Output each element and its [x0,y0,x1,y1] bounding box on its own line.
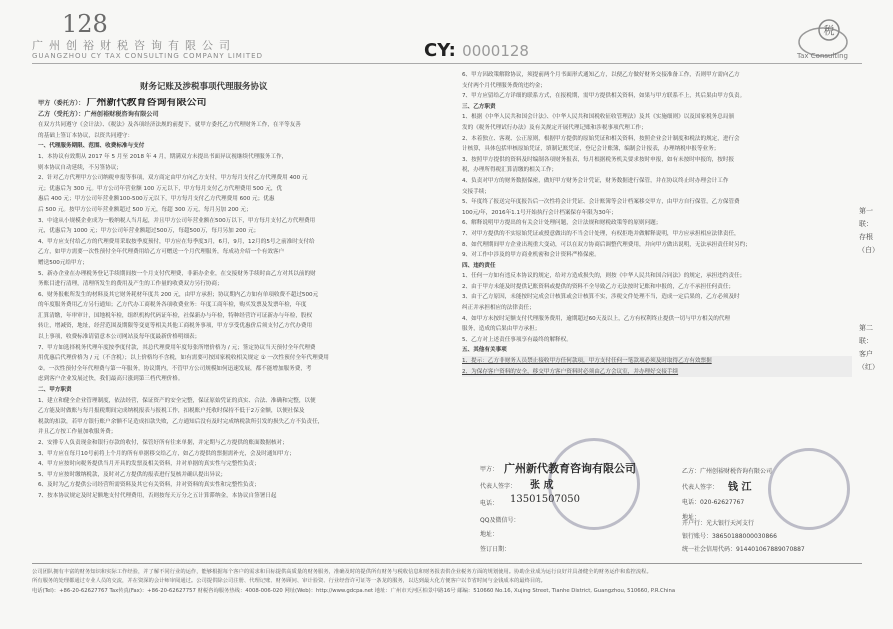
clause-line: 8、如代理期间甲方企业出现重大变动，可以在双方协商后调整代理费用，并向甲方做出说明，无法承担责任时另约； [462,241,751,248]
clause-line: 乙方，如甲方需要一次性预付全年代理费用给乙方可赠送一个月代理服务，每成功介绍一个有效客户 [38,249,285,256]
clause-line: 后 500 元。按甲方公司年营业额超过 500 万元，每超 300 万元，每月另加 200 元； [38,206,252,213]
clause-line: 5、新办企业在办理税务登记手续期间按一个月支付代理费，非新办企业，在交接财务手续时由乙方对其以前的财 [38,270,316,277]
clause-line: 5、甲方应按时缴纳税款，及时对乙方提供的报表进行复核并确认提出异议； [38,471,227,478]
clause-line: 税款的扣款，若甲方银行账户余额不足造成扣款失败，乙方通知后没有及时完成纳税款所引发的损失乙方不负责任， [38,418,324,425]
clause-line: 2、针对乙方代理甲方公司纳税申报等事项，双方商定由甲方向乙方支付，甲方每月支付乙方代理费用 400 元 [38,175,308,182]
clause-line: 的年度服务费用乙方另行通知；乙方代办工商税务各项收费业务：年度工商年检，购买发票及发票年检，年度 [38,302,307,309]
side-label-lower: 第二联：客户（红） [858,324,879,371]
party-a-label: 甲方（委托方）： [38,100,85,107]
section-4-heading: 四、违约责任 [462,262,496,269]
phone-a-label: 电话： [480,500,499,507]
clause-line: 赠送500元给甲方； [38,259,88,266]
clause-line: 税，办理所得税汇算清缴的相关工作； [462,167,558,174]
clause-line: 3、由于乙方原因，未能按时完成会计核算或会计核算不实，涉税文件处理不当，造成一定后果的，乙方必须及时 [462,294,740,301]
clause-line: 1、本协议有效期从 2017 年 5 月至 2018 年 4 月，期满双方未提出书面异议视继续代理服务工作， [38,153,288,160]
clause-line: 100元/年，2016年1.1号开始执行会计档案保存年限为30年； [462,209,617,216]
logo-caption: Tax Consulting [797,52,848,60]
clause-line: 6、财务报帐所发生的材料及其它财务耗材年度共 200 元，由甲方承担；协议期内乙方如有单项收费不超过500元 [38,291,319,298]
clause-line: 务账目进行清理，清理所发生的费用及产生的工作量的收费双方另行协商； [38,281,223,288]
clause-line: 4、甲方应支付给乙方的代理费用采取按季度预付，甲方应在每季度3月，6月，9月，12月的5号之前准时支付给 [38,238,315,245]
bank-label: 开户行：光大银行天河支行 [682,520,755,527]
footer-divider [32,563,862,564]
clause-line: 4、负责对甲方的财务数据保密，做好甲方财务会计凭证，财务数据进行保管，并在协议终止时办理会计工作 [462,177,729,184]
clause-line: 服务，造成的后果由甲方承担； [462,326,541,333]
rep-a-signature: 张 成 [530,480,554,491]
section-2-heading: 二、甲方职责 [38,387,72,394]
party-a-name: 广州新代教育咨询有限公司 [86,98,207,108]
clause-line: 惠后 400 元；甲方公司年营业额100-500万元以下，甲方每月支付乙方代理费用 600 元；优惠 [38,196,275,203]
left-column [38,98,448,502]
rep-a-label: 代表人签字： [480,483,517,490]
clause-line: 7、对甲方提供的不实原始凭证或授意做出的不当会计处理，有权拒绝并做解释说明，甲方应承担相应法律责任， [462,230,740,237]
clause-line: 7、按本协议规定及时足额地支付代理费用，否则按每天万分之五计算滞纳金，本协议自签署日起 [38,492,277,499]
clause-line: 并且乙方按工作量加收服务费； [38,429,117,436]
clause-line: 1、根据《中华人民共和国会计法》、《中华人民共和国税收征收管理法》及其《实施细则》以及国家税务总局颁 [462,114,735,121]
section-1-heading: 一、代理服务期限、范围、收费标准与支付 [38,143,145,150]
account-label: 银行账号：38650188000030866 [682,533,777,540]
clause-line: 汇算清缴，年审审计，国地税年检，组织机构代码证年检，社保新办与年检，特种经营许可证新办与年检，股权 [38,312,313,319]
address-a-label: 地址： [480,531,499,538]
clause-line: 发的《税务代理试行办法》及有关规定开展代理记账和涉税事项代理工作； [462,124,647,131]
party-a-stamp-icon [548,438,640,530]
clause-line: 用优惠后代理价格为 / 元（不含税）；以上价格均不含税，如有需要可按国家税收相关规定 ① 一次性预付全年代理费用 [38,355,329,362]
clause-line: 乙方能及时做账与每月报税期间完成纳税报表与报税工作，扣税账户托收时保持不低于2万金额，以便社保及 [38,408,305,415]
clause-line: 6、解释说明甲方提出的有关会计处理问题，会计法规和财税政策等的原则问题； [462,220,662,227]
rep-b-label: 代表人签字： [682,484,719,491]
notice-line: 2、为保存客户资料的安全，移交甲方客户资料时必须由乙方会议室，并办理好交接手续 [462,367,852,378]
rep-b-signature: 钱 江 [728,482,752,493]
clause-line: 元，优惠后为 1000 元；甲方公司年营业额超过500万，每超500万，每月另加 200 元； [38,228,260,235]
clause-line: 转让，增减资，地址，经营范围及期限等变更等相关其他工商税务事项，甲方享受优惠价后须支付乙方代办费用 [38,323,313,330]
party-b-line: 乙方（受托方）：广州创裕财税咨询有限公司 [38,110,159,118]
footer-line-3: 电话(Tel)：+86-20-62627767 Tax传真(Fax)：+86-20-62627757 财税咨询服务热线：4008-006-020 网址(Web)：http://www.gdcpa.net 地址：广州市天河区柏景中路16号 邮编：510660 No.16, Xujing Street, Tianhe District, Guangzhou, 510660, P.R.China [32,588,676,594]
side-label-upper: 第一联：存根（白） [858,207,879,254]
phone-b-label: 电话：020-62627767 [682,499,745,506]
clause-line: 支付两个月代理服务费的违约金； [462,82,546,89]
clause-line: 6、甲方因政策解除协议，须提前两个月书面形式通知乙方，以便乙方做好财务交接准备工作，否则甲方需向乙方 [462,72,740,78]
clause-line: 纠正并承担相应的法律责任； [462,305,535,312]
clause-line: 7、甲方如选择税务代理年度按季度付款，其总代理费用年度每张所增价格为 / 元；签定协议当天预付全年代理费 [38,344,316,351]
party-a-line [38,98,448,110]
credit-code-label: 统一社会信用代码：914401067889070887 [682,546,805,553]
intro-line-1: 在双方共同遵守《会计法》、《税法》及各项经济法规的前提下，就甲方委托乙方代理财务工作，在平等友善 [38,122,301,129]
firm-name-en: GUANGZHOU CY TAX CONSULTING COMPANY LIMITED [32,52,263,60]
party-b-label: 乙方：广州创裕财税咨询有限公司 [682,468,773,475]
clause-line: 7、甲方应留给乙方详细的联系方式，在报税期，需甲方提供相关资料，如果与甲方联系不上，其后果由甲方负责。 [462,93,746,100]
clause-line: 虑到客户企业发展过快，我们最高只涨到第三档代理价格。 [38,376,184,383]
logo-glyph: 税 [823,24,835,37]
clause-line: 3、甲方应在每月10号前将上个月的所有单据移交给乙方，如乙方提供的票据需补充，会及时通知甲方； [38,450,295,457]
clause-line: 3、中途从小规模企业成为一般纳税人当月起，并且甲方公司年营业额在500万以下，甲方每月支付乙方代理费用 [38,217,316,224]
document-number [424,40,529,61]
phone-a-value: 13501507050 [510,494,580,505]
clause-line: 2、由于甲方未能及时提供记账资料或提供的资料不全导致乙方无法按时记账和申报的，乙方不承担任何责任； [462,283,735,290]
party-a-label: 甲方： [480,466,499,473]
clause-line: 则本协议自动延续，不另签协议； [38,164,122,171]
header-divider [32,63,862,64]
clause-line: 5、乙方对上述责任事项享有最终的解释权。 [462,336,572,343]
section-5-heading: 五、其他有关事项 [462,347,507,354]
right-column [462,70,852,377]
clause-line: 4、如甲方未按时足额支付代理服务费用，逾期超过60天及以上，乙方有权利终止提供一切与甲方相关的代理 [462,315,730,322]
date-label: 签订日期： [480,546,511,553]
notice-line: 1、提示：乙方非财务人员禁止接收甲方任何款项，甲方支付任何一笔款项必须及时取得乙方有效票据 [462,356,852,367]
intro-line-2: 的基础上签订本协议，以资共同遵守： [38,132,134,139]
clause-line: 5、年度终了报送完年度报告后一次性将会计凭证、会计账簿等会计档案移交甲方，由甲方自行保管，乙方保管费 [462,199,740,206]
clause-line: 以上事项，收费标准请留意本公司网站及每年度最新价格明细表； [38,334,201,341]
doc-prefix: CY: [424,40,456,61]
firm-name-cn: 广州创裕财税咨询有限公司 [32,39,236,52]
clause-line: 交接手续； [462,188,490,195]
clause-line: 1、建立和健全企业管理制度，依法经营，保证资产的安全完整，保证原始凭证的真实、合法、准确和完整，以便 [38,397,316,404]
clause-line: 3、按照甲方提供的资料及时编制各项财务报表，每月根据税务机关要求按时申报，如有未按时申报的，按时报 [462,156,735,163]
clause-line: 6、及时为乙方提供公司经营所需资料及其它有关资料，并对资料的真实性和完整性负责； [38,482,260,489]
footer-line-1: 公司团队拥有丰富的财务知识和实际工作经验，并了解不同行业的运作，能够根据每个客户的需求和目标提供高质量的财务服务，准确及时的提供所有财务与税收信息和财务报表供企业税务方面的规划使用。协助企业成为运行良好并具备健全的财务运作和监控流程。 [32,569,652,575]
agreement-title: 财务记账及涉税事项代理服务协议 [140,82,268,92]
footer-line-2: 所有服务的处理都通过专业人员的交流，并在资深的会计师审阅通过。公司提供除公司注册、代理记账、财务顾问、审计验资、行业经营许可证等一条龙的服务，以达到最大化方便客户以节省时间与金钱成本的最终目的。 [32,578,546,584]
qq-label: QQ及微信号： [480,517,520,524]
clause-line: 4、甲方应按时向税务提供当月开具的发票及相关资料，并对单据的真实性与完整性负责； [38,461,260,468]
address-b-label: 地址： [682,514,701,521]
handwritten-number: 128 [62,10,108,38]
doc-number: 0000128 [462,42,529,60]
section-3-heading: 三、乙方职责 [462,103,496,110]
clause-line: 计核算，具体包括审核原始凭证，填制记账凭证，登记会计账簿，编制会计报表，办理纳税申报等业务； [462,146,720,153]
clause-line: ②。一次性预付全年代理费与第一年服务，协议期内，不管甲方公司规模如何迅速发展，都不能增加服务费，考 [38,365,312,372]
clause-line: 2、本着独立、客观、公正原则，根据甲方提供的原始凭证和相关资料，按照企业会计制度和税法的规定，进行会 [462,135,740,142]
clause-line: 9、对工作中涉及的甲方商业机密和会计资料严格保密。 [462,252,600,259]
clause-line: 元；优惠后为 300 元。甲方公司年营业额 100 万元以下，甲方每月支付乙方代理费用 500 元，优 [38,185,283,192]
clause-line: 1、任何一方如有违反本协议的规定，给对方造成损失的，则按《中华人民共和国合同法》的规定，承担违约责任； [462,273,746,280]
clause-line: 2、安排专人负责现金和银行存款的收付，保管好所有往来单据，并定期与乙方提供的账面数据核对； [38,440,288,446]
party-b-stamp-icon [768,448,850,530]
party-a-signature: 广州新代教育咨询有限公司 [504,462,636,475]
